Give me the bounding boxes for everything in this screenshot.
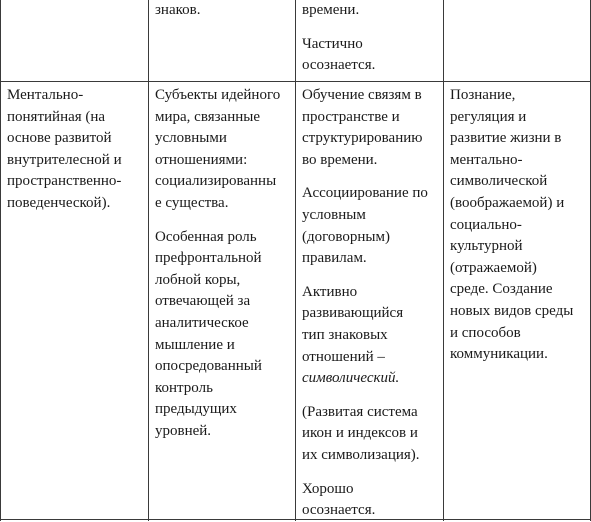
- cell-line: пространстве и: [302, 108, 400, 125]
- cell-line: коммуникации.: [450, 346, 548, 363]
- cell-line: символической: [450, 173, 548, 190]
- cell-line: условными: [155, 130, 227, 147]
- cell-line: опосредованный: [155, 358, 262, 375]
- top-row-col2-cell: [155, 0, 200, 22]
- cell-line: отношений –: [302, 348, 385, 365]
- cell-paragraph: [155, 85, 280, 215]
- cell-line: их символизация).: [302, 446, 420, 463]
- cell-line: развитие жизни в: [450, 130, 562, 147]
- cell-line: аналитическое: [155, 314, 249, 331]
- cell-paragraph: [302, 34, 375, 77]
- cell-paragraph: [302, 85, 428, 171]
- italic-term: символический.: [302, 370, 400, 387]
- cell-line: (отражаемой): [450, 259, 537, 276]
- cell-line: контроль: [155, 379, 213, 396]
- row-divider: [0, 519, 591, 520]
- cell-line: социально-: [450, 216, 522, 233]
- cell-line: Обучение связям в: [302, 87, 422, 103]
- cell-line: Ассоциирование по: [302, 185, 428, 202]
- cell-line: отвечающей за: [155, 293, 251, 310]
- column-divider: [443, 0, 444, 521]
- cell-line: знаков.: [155, 2, 201, 18]
- cell-paragraph: [155, 227, 280, 443]
- cell-line: предыдущих: [155, 401, 237, 418]
- cell-line: внутрителесной и: [7, 151, 122, 168]
- cell-line: культурной: [450, 238, 523, 255]
- column-divider: [295, 0, 296, 521]
- cell-line: во времени.: [302, 151, 378, 168]
- cell-line: социализированны: [155, 173, 277, 190]
- cell-line: развивающийся: [302, 305, 404, 322]
- cell-line: Активно: [302, 283, 358, 300]
- main-row-col2-cell: [155, 85, 280, 443]
- cell-line: и способов: [450, 324, 521, 341]
- cell-line: Ментально-: [7, 87, 84, 103]
- column-divider: [148, 0, 149, 521]
- cell-line: времени.: [302, 2, 360, 18]
- cell-line: отношениями:: [155, 151, 248, 168]
- row-divider: [0, 81, 591, 82]
- cell-line: лобной коры,: [155, 271, 241, 288]
- cell-line: осознается.: [302, 57, 376, 74]
- column-divider: [0, 0, 1, 521]
- cell-line: Особенная роль: [155, 228, 257, 245]
- cell-line: правилам.: [302, 250, 367, 267]
- cell-paragraph: [7, 85, 122, 215]
- cell-line: пространственно-: [7, 173, 122, 190]
- cell-line: регуляция и: [450, 108, 527, 125]
- cell-paragraph: [302, 0, 375, 22]
- cell-line: е существа.: [155, 194, 229, 211]
- cell-line: основе развитой: [7, 130, 112, 147]
- cell-line: икон и индексов и: [302, 425, 418, 442]
- cell-line: (договорным): [302, 228, 390, 245]
- main-row-col4-cell: [450, 85, 573, 366]
- cell-paragraph: [450, 85, 573, 366]
- cell-paragraph: [302, 479, 428, 522]
- cell-line: осознается.: [302, 502, 376, 519]
- cell-line: Познание,: [450, 87, 516, 103]
- cell-paragraph: [155, 0, 200, 22]
- cell-line: (воображаемой) и: [450, 194, 565, 211]
- cell-paragraph: [302, 402, 428, 467]
- top-row-col3-cell: [302, 0, 375, 77]
- main-row-col1-cell: [7, 85, 122, 215]
- main-row-col3-cell: [302, 85, 428, 522]
- cell-line: тип знаковых: [302, 326, 388, 343]
- cell-line: Частично: [302, 35, 363, 52]
- cell-line: поведенческой).: [7, 194, 111, 211]
- cell-line: мышление и: [155, 336, 235, 353]
- cell-line: понятийная (на: [7, 108, 106, 125]
- cell-line: условным: [302, 206, 366, 223]
- cell-line: структурированию: [302, 130, 423, 147]
- cell-line: мира, связанные: [155, 108, 260, 125]
- cell-paragraph: [302, 282, 428, 390]
- cell-paragraph: [302, 183, 428, 269]
- cell-line: Субъекты идейного: [155, 87, 281, 103]
- cell-line: уровней.: [155, 422, 212, 439]
- cell-line: префронтальной: [155, 250, 262, 267]
- cell-line: новых видов среды: [450, 302, 574, 319]
- cell-line: среде. Создание: [450, 281, 553, 298]
- cell-line: Хорошо: [302, 480, 354, 497]
- cell-line: (Развитая система: [302, 403, 418, 420]
- cell-line: ментально-: [450, 151, 523, 168]
